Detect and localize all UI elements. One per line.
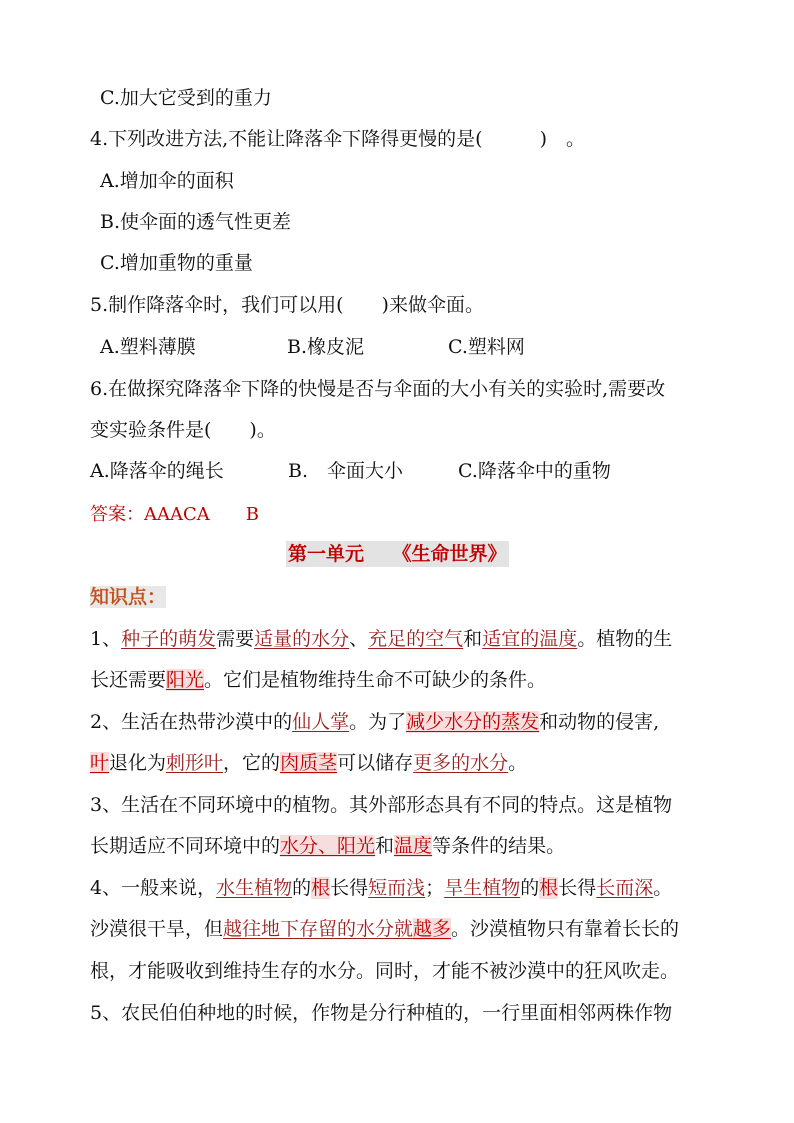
paragraph-4-line1	[90, 876, 672, 900]
question-5-option-b: B.橡皮泥	[287, 336, 365, 358]
question-4-option-c: C.增加重物的重量	[100, 252, 253, 274]
keyword: 长而深	[596, 877, 654, 899]
paragraph-1-line2	[90, 668, 546, 692]
text: 。它们是植物维持生命不可缺少的条件。	[204, 669, 547, 691]
text: 4、一般来说，	[90, 877, 217, 899]
text: ；	[425, 877, 445, 899]
paragraph-2-line1	[90, 710, 659, 734]
keyword: 根	[539, 877, 559, 899]
question-5-option-a: A.塑料薄膜	[100, 336, 196, 358]
keyword: 适宜的温度	[482, 628, 578, 650]
keyword: 水生植物	[216, 877, 293, 899]
question-6-option-a: A.降落伞的绳长	[90, 460, 224, 482]
text: 和	[463, 628, 483, 650]
text: 沙漠很干旱，但	[90, 918, 224, 940]
paragraph-3-line1: 3、生活在不同环境中的植物。其外部形态具有不同的特点。这是植物	[90, 794, 673, 816]
text: 。植物的生	[577, 628, 673, 650]
keyword: 减少水分的蒸发	[406, 711, 540, 733]
option-c-prev: C.加大它受到的重力	[100, 87, 272, 109]
paragraph-3-line2	[90, 834, 565, 858]
paragraph-4-line2	[90, 917, 679, 941]
text: 长期适应不同环境中的	[90, 835, 281, 857]
keyword: 充足的空气	[368, 628, 464, 650]
text: 的	[520, 877, 540, 899]
answer-line: 答案：AAACA B	[90, 504, 259, 525]
keyword: 越多	[413, 918, 452, 940]
text: 。为了	[349, 711, 407, 733]
keyword: 适量的水分	[254, 628, 350, 650]
question-4-option-a: A.增加伞的面积	[100, 170, 234, 192]
keyword: 越往地下存留的水分就	[223, 918, 414, 940]
paragraph-1-line1	[90, 627, 672, 651]
text: 的	[292, 877, 312, 899]
question-6-stem-line2: 变实验条件是( )。	[90, 419, 276, 441]
text: 。	[508, 752, 528, 774]
question-6-option-c: C.降落伞中的重物	[458, 460, 611, 482]
question-4-stem: 4.下列改进方法,不能让降落伞下降得更慢的是( ) 。	[90, 128, 585, 150]
knowledge-label-text: 知识点：	[90, 586, 167, 608]
keyword: 叶	[90, 752, 110, 774]
keyword: 种子的萌发	[121, 628, 217, 650]
paragraph-4-line3: 根，才能吸收到维持生存的水分。同时，才能不被沙漠中的狂风吹走。	[90, 960, 680, 982]
text: 2、生活在热带沙漠中的	[90, 711, 293, 733]
text: 长得	[558, 877, 597, 899]
paragraph-5-line1: 5、农民伯伯种地的时候，作物是分行种植的，一行里面相邻两株作物	[90, 1002, 673, 1024]
text: 1、	[90, 628, 122, 650]
text: 可以储存	[337, 752, 414, 774]
keyword: 仙人掌	[292, 711, 350, 733]
text: 和动物的侵害,	[539, 711, 660, 733]
text: 退化为	[109, 752, 167, 774]
text: ，它的	[223, 752, 281, 774]
question-6-stem-line1: 6.在做探究降落伞下降的快慢是否与伞面的大小有关的实验时,需要改	[90, 378, 666, 400]
keyword: 旱生植物	[444, 877, 521, 899]
question-6-option-b: B. 伞面大小	[288, 460, 404, 482]
paragraph-2-line2	[90, 751, 527, 775]
knowledge-label	[90, 585, 166, 609]
question-5-option-c: C.塑料网	[448, 336, 525, 358]
keyword: 温度	[394, 835, 433, 857]
keyword: 短而浅	[368, 877, 426, 899]
text: 长还需要	[90, 669, 167, 691]
question-5-stem: 5.制作降落伞时，我们可以用( )来做伞面。	[90, 294, 484, 316]
text: 需要	[216, 628, 255, 650]
keyword: 阳光	[166, 669, 205, 691]
question-4-option-b: B.使伞面的透气性更差	[100, 211, 292, 233]
keyword: 肉质茎	[280, 752, 338, 774]
text: 。沙漠植物只有靠着长长的	[451, 918, 680, 940]
unit-title: 第一单元 《生命世界》	[288, 543, 507, 565]
text: 等条件的结果。	[432, 835, 566, 857]
keyword: 水分、阳光	[280, 835, 376, 857]
keyword: 刺形叶	[166, 752, 224, 774]
text: 、	[349, 628, 369, 650]
text: 长得	[330, 877, 369, 899]
text: 。	[653, 877, 673, 899]
keyword: 更多的水分	[413, 752, 509, 774]
keyword: 根	[311, 877, 331, 899]
text: 和	[375, 835, 395, 857]
